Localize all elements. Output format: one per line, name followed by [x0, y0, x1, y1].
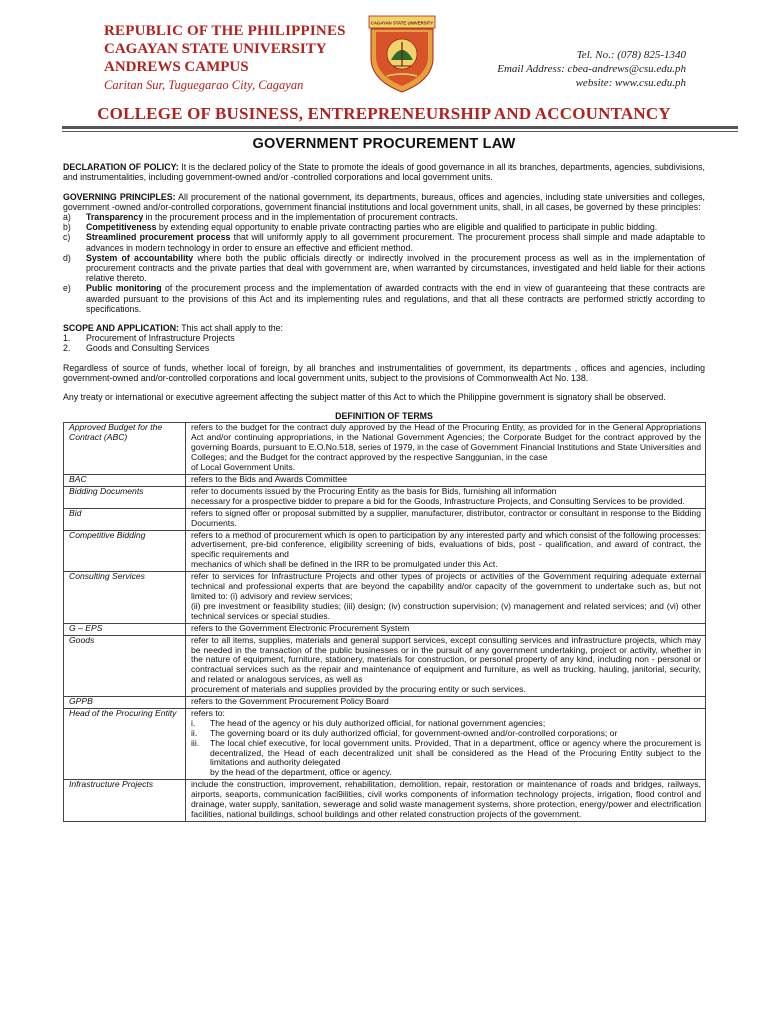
definition-text — [186, 508, 706, 530]
definition-continuation: (ii) pre investment or feasibility studies; (iii) design; (iv) construction supervision; (v) management and related services; and (vi) other technical services or special studies. — [191, 600, 701, 621]
principles-text: All procurement of the national government, its departments, bureaus, offices and agencies, including state universities and colleges, government -owned and/or-controlled corporations, government financial institutions and local government units, shall, in all cases, be governed by these principles: — [63, 191, 705, 212]
campus-line: ANDREWS CAMPUS — [104, 59, 249, 75]
definition-text — [186, 475, 706, 487]
seal-top-text: CAGAYAN STATE UNIVERSITY — [370, 20, 434, 26]
declaration-of-policy — [63, 162, 705, 182]
definition-term: BAC — [64, 475, 186, 487]
subitem-marker: ii. — [191, 727, 198, 738]
table-row — [64, 635, 706, 696]
table-row — [64, 423, 706, 475]
principle-text — [86, 222, 705, 232]
principle-name: Public monitoring — [86, 283, 162, 294]
definition-text — [186, 486, 706, 508]
address-line: Caritan Sur, Tuguegarao City, Cagayan — [104, 78, 304, 92]
definition-text — [186, 697, 706, 709]
definition-continuation: mechanics of which shall be defined in the IRR to be promulgated under this Act. — [191, 559, 498, 570]
principles-intro — [63, 192, 705, 212]
definition-text — [186, 635, 706, 696]
subitem-text: The local chief executive, for local government units. Provided, That in a department, office or agency where the procurement is decentralized, the Head of each decentralized unit shall be considered as the Head of the Procuring Entity subject to the limitations and authority delegated — [210, 737, 701, 768]
principle-description: in the procurement process and in the implementation of procurement contracts. — [143, 212, 458, 223]
principle-marker: a) — [63, 212, 71, 223]
principle-marker: d) — [63, 252, 71, 263]
university-line: CAGAYAN STATE UNIVERSITY — [104, 41, 327, 57]
declaration-label: DECLARATION OF POLICY: — [63, 162, 179, 173]
principle-text — [86, 283, 705, 314]
definition-text — [186, 423, 706, 475]
table-row — [64, 486, 706, 508]
definition-continuation: necessary for a prospective bidder to prepare a bid for the Goods, Infrastructure Projects, and Consulting Services to be provided. — [191, 495, 685, 506]
principle-description: where both the public officials directly or indirectly involved in the procurement process as well as in the implementation of procurement contracts and the private parties that deal with government are, when warranted by circumstances, investigated and held liable for their actions relative thereto. — [86, 252, 705, 284]
header-rule-thin — [62, 131, 738, 132]
principles-label: GOVERNING PRINCIPLES: — [63, 191, 176, 202]
definition-continuation: of Local Government Units. — [191, 462, 296, 473]
scope-text: This act shall apply to the: — [179, 323, 283, 334]
scope-item — [63, 343, 705, 353]
principle-text — [86, 212, 705, 222]
principle-description: that will uniformly apply to all government procurement. The procurement process shall simple and made adaptable to advances in modern technology in order to ensure an effective and efficient method. — [86, 232, 705, 253]
definition-main: refers to the Government Electronic Procurement System — [191, 622, 410, 633]
scope-text: Goods and Consulting Services — [86, 343, 210, 354]
table-row — [64, 508, 706, 530]
definition-text — [186, 530, 706, 572]
paragraph-treaty: Any treaty or international or executive agreement affecting the subject matter of this Act to which the Philippine government is signatory shall be observed. — [63, 392, 666, 403]
principle-name: Streamlined procurement process — [86, 232, 231, 243]
principle-text — [86, 253, 705, 284]
scope-label: SCOPE AND APPLICATION: — [63, 323, 179, 334]
republic-line: REPUBLIC OF THE PHILIPPINES — [104, 23, 346, 39]
scope-intro — [63, 323, 705, 333]
paragraph-source-of-funds: Regardless of source of funds, whether local of foreign, by all branches and instrumentalities of government, its departments , offices and agencies, including government-owned and/or-controlled corporations and local government units, subject to the provisions of Commonwealth Act No. 138. — [63, 362, 705, 383]
principle-description: of the procurement process and the implementation of awarded contracts with the end in view of guaranteeing that these contracts are awarded pursuant to the provisions of this Act and its implementing rules and regulations, and that all these contracts are performed strictly according to specifications. — [86, 283, 705, 314]
table-row — [64, 475, 706, 487]
institution-name-block — [104, 22, 346, 94]
definition-main: refers to a method of procurement which is open to participation by any interested party and which consist of the following processes: advertisement, pre-bid conference, eligibility screening of bids, evaluations of bids, post - qualification, and award of contract, the specific requirements and — [191, 529, 701, 560]
principle-item — [63, 283, 705, 314]
definition-term: Approved Budget for the Contract (ABC) — [64, 423, 186, 475]
definition-continuation: facilities, national buildings, school buildings and other related construction projects of the government. — [191, 809, 582, 819]
college-name: COLLEGE OF BUSINESS, ENTREPRENEURSHIP AND ACCOUNTANCY — [97, 104, 671, 123]
definition-subitem — [191, 739, 701, 769]
website: website: www.csu.edu.ph — [575, 77, 686, 89]
table-row — [64, 708, 706, 779]
principle-item — [63, 253, 705, 284]
principle-item — [63, 232, 705, 252]
subitem-marker: i. — [191, 717, 196, 728]
definition-main: refers to the Bids and Awards Committee — [191, 474, 348, 484]
definition-term: Head of the Procuring Entity — [64, 708, 186, 779]
declaration-text: It is the declared policy of the State to promote the ideals of good governance in all its branches, departments, agencies, subdivisions, and instrumentalities, including government-owned and/or -controlled corporations and local government units. — [63, 162, 705, 183]
definitions-title: DEFINITION OF TERMS — [335, 411, 433, 422]
subitem-marker: iii. — [191, 737, 200, 748]
definition-main: refers to the Government Procurement Policy Board — [191, 696, 389, 707]
table-row — [64, 780, 706, 822]
table-row — [64, 623, 706, 635]
definition-main: refers to signed offer or proposal submitted by a supplier, manufacturer, distributor, contractor or consultant in response to the Bidding Documents. — [191, 507, 701, 528]
definition-term: GPPB — [64, 697, 186, 709]
principle-marker: b) — [63, 222, 71, 233]
table-row — [64, 572, 706, 624]
definition-main: refer to all items, supplies, materials and general support services, except consulting services and infrastructure projects, which may be needed in the transaction of the public businesses or in the pursuit of any government undertaking, project or activity, whether in the nature of equipment, furniture, stationery, materials for construction, or personal property of any kind, including non - personal or contractual services such as the repair and maintenance of equipment and furniture, as well as trucking, hauling, janitorial, security, and related or analogous services, as well as — [191, 634, 701, 685]
definition-term: Goods — [64, 635, 186, 696]
scope-marker: 1. — [63, 333, 71, 344]
header-rule-thick — [62, 126, 738, 129]
principle-marker: c) — [63, 232, 71, 243]
scope-list — [63, 333, 705, 353]
definition-continuation: by the head of the department, office or agency. — [210, 767, 392, 778]
definition-text — [186, 623, 706, 635]
document-title: GOVERNMENT PROCUREMENT LAW — [252, 136, 516, 152]
subitem-text: The governing board or its duly authorized official, for government-owned and/or-controlled corporations; or — [210, 727, 618, 738]
definition-term: Bidding Documents — [64, 486, 186, 508]
definition-main: include the construction, improvement, rehabilitation, demolition, repair, restoration or maintenance of roads and bridges, railways, airports, seaports, communication faci9ilities, civil works components of information technology projects, irrigation, flood control and drainage, water supply, sanitation, sewerage and solid waste management systems, shore protection, energy/power and electrification — [191, 779, 702, 810]
scope-item — [63, 333, 705, 343]
definition-text — [186, 780, 706, 822]
principle-name: System of accountability — [86, 252, 194, 263]
definition-continuation: procurement of materials and supplies provided by the procuring entity or such services. — [191, 684, 526, 695]
table-row — [64, 697, 706, 709]
university-seal-icon — [367, 14, 437, 94]
principle-name: Transparency — [86, 212, 144, 223]
document-body — [63, 138, 705, 822]
scope-and-application — [63, 323, 705, 354]
definition-main: refers to: — [191, 707, 225, 718]
definition-text — [186, 572, 706, 624]
telephone-number: Tel. No.: (078) 825-1340 — [576, 49, 686, 61]
definition-text — [186, 708, 706, 779]
definition-term: G – EPS — [64, 623, 186, 635]
definition-term: Infrastructure Projects — [64, 780, 186, 822]
subitem-text: The head of the agency or his duly authorized official, for national government agencies; — [210, 717, 546, 728]
definition-term: Bid — [64, 508, 186, 530]
definition-main: refer to documents issued by the Procuring Entity as the basis for Bids, furnishing all information — [191, 485, 557, 496]
principle-text — [86, 232, 705, 252]
definitions-table — [63, 422, 706, 821]
definition-main: refer to services for Infrastructure Projects and other types of projects or activities of the Government requiring adequate external technical and professional experts that are beyond the capability and/or capacity of the government to undertake such as, but not limited to: (i) advisory and review services; — [191, 571, 701, 601]
scope-text: Procurement of Infrastructure Projects — [86, 333, 235, 344]
principle-name: Competitiveness — [86, 222, 157, 233]
email-address: Email Address: cbea-andrews@csu.edu.ph — [497, 63, 686, 75]
table-row — [64, 530, 706, 572]
definition-term: Consulting Services — [64, 572, 186, 624]
principle-marker: e) — [63, 283, 71, 294]
definition-term: Competitive Bidding — [64, 530, 186, 572]
definition-main: refers to the budget for the contract duly approved by the Head of the Procuring Entity, as provided for in the General Appropriations Act and/or continuing appropriations, in the National Government Agencies; the Corporate Budget for the contract approved by the governing Boards, pursuant to E.O.No.518, series of 1979, in the case of Government Financial Institutions and State Universities and Colleges; and the Budget for the contract approved by the respective Sanggunian, in the case — [191, 422, 701, 463]
principles-list — [63, 212, 705, 314]
scope-marker: 2. — [63, 343, 71, 354]
principle-item — [63, 222, 705, 232]
letterhead — [0, 0, 768, 130]
principle-description: by extending equal opportunity to enable private contracting parties who are eligible and qualified to participate in public bidding. — [156, 222, 658, 233]
governing-principles — [63, 192, 705, 314]
principle-item — [63, 212, 705, 222]
contact-block — [497, 48, 686, 90]
